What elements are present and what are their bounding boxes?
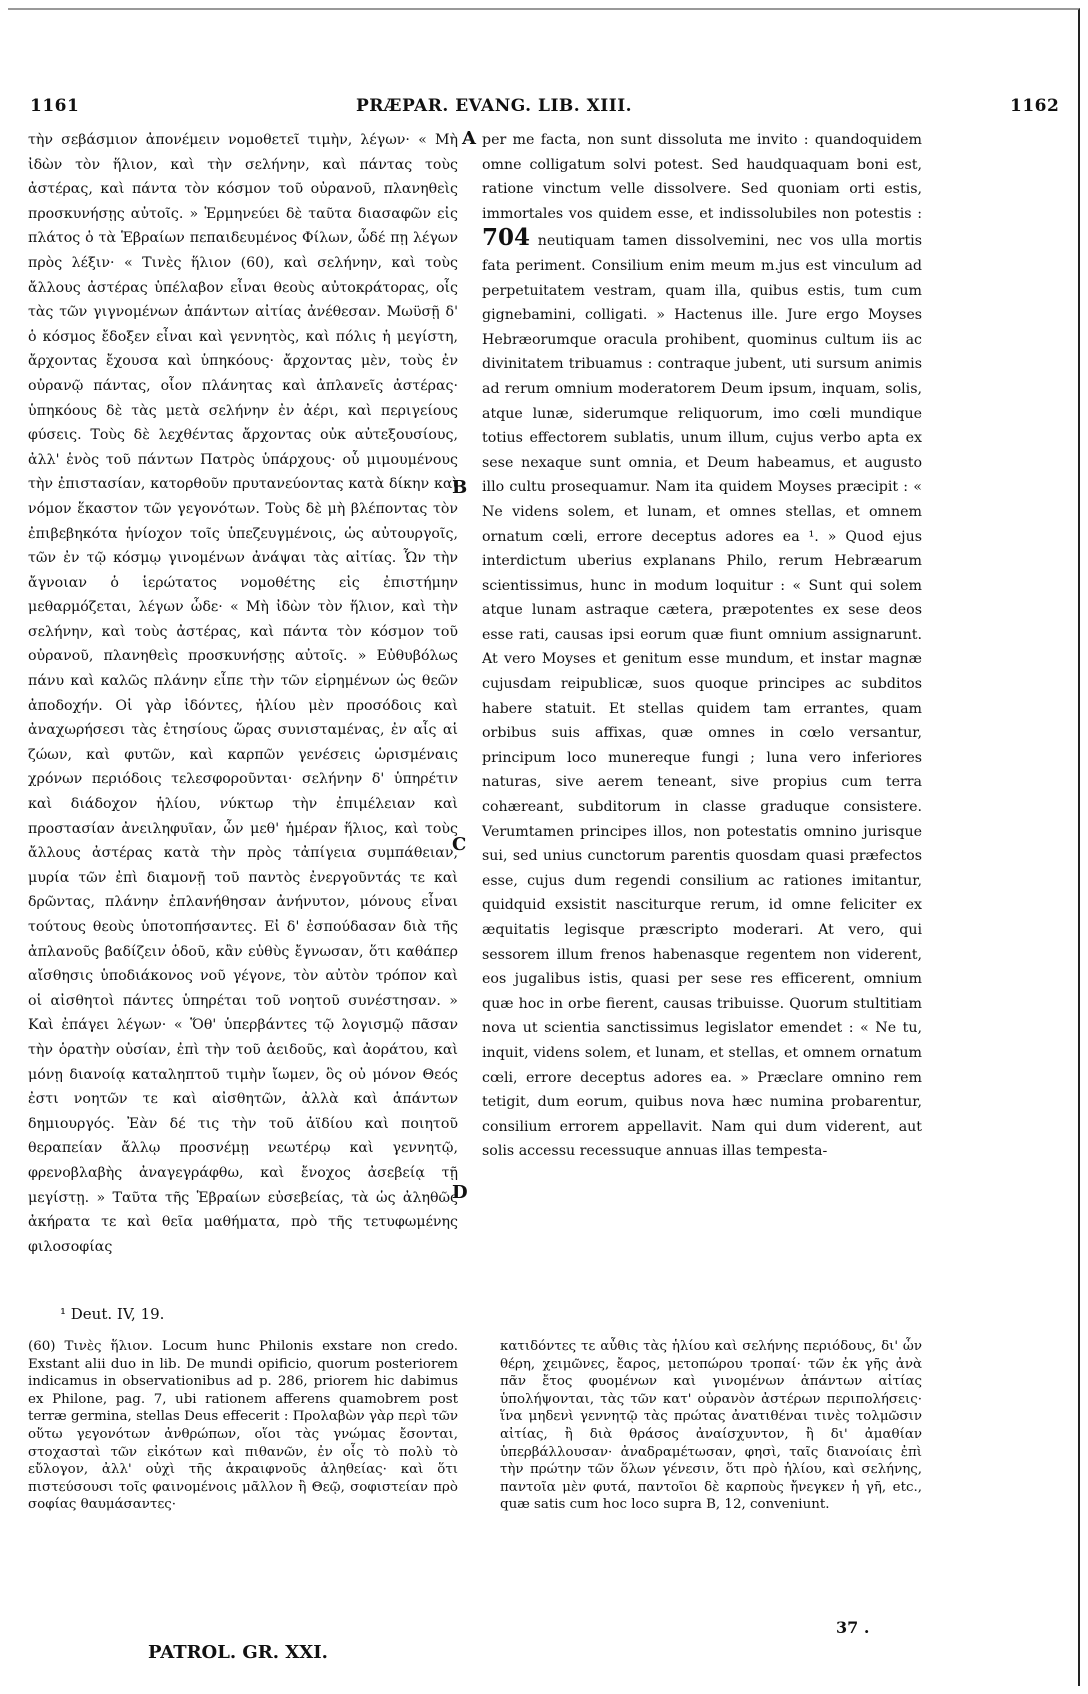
margin-marker-a: A xyxy=(462,128,476,149)
latin-column xyxy=(482,128,922,1164)
page-number-right: 1162 xyxy=(1010,96,1060,116)
greek-column xyxy=(28,128,458,1259)
note-right: κατιδόντες τε αὖθις τὰς ἡλίου καὶ σελήνης περιόδους, δι' ὧν θέρη, χειμῶνες, ἔαρος, μετοπώρου τροπαί· τῶν ἐκ γῆς ἀνὰ πᾶν ἔτος φυομένων καὶ γινομένων ἁπάντων αἰτίας ὑπολήψονται, τὰς τῶν κατ' οὐρανὸν ἀστέρων περιπολήσεις· ἵνα μηδενὶ γεννητῷ τὰς πρώτας ἀνατιθέναι τινὲς τολμῶσιν αἰτίας, ἢ διὰ θράσος ἀναίσχυντον, ἢ δι' ἀμαθίαν ὑπερβάλλουσαν· ἀναδραμέτωσαν, φησὶ, ταῖς διανοίαις ἐπὶ τὴν πρώτην τῶν ὅλων γένεσιν, ὅτι πρὸ ἡλίου, καὶ σελήνης, παντοῖα μὲν φυτά, παντοῖοι δὲ καρποὺς ἤνεγκεν ἡ γῆ, etc., quæ satis cum hoc loco supra B, 12, conveniunt. xyxy=(500,1339,922,1513)
note-left: (60) Τινὲς ἥλιον. Locum hunc Philonis exstare non credo. Exstant alii duo in lib. De mundi opificio, quorum posteriorem indicamus in observationibus ad p. 286, priorem hic dabimus ex Philone, pag. 7, ubi rationem afferens quamobrem post terræ germina, stellas Deus effecerit : Προλαβὼν γὰρ περὶ τῶν οὕτω γεγονότων ἀνθρώπων, οἵοι τὰς γνώμας ἔσονται, στοχασταὶ τῶν εἰκότων καὶ πιθανῶν, ἐν οἷς τὸ πολὺ τὸ εὔλογον, ἀλλ' οὐχὶ τῆς ἀκραιφνοῦς ἀληθείας· καὶ ὅτι πιστεύσουσι τοῖς φαινομένοις μᾶλλον ἢ Θεῷ, σοφιστείαν πρὸ σοφίας θαυμάσαντες· xyxy=(28,1339,458,1513)
margin-marker-d: D xyxy=(452,1182,468,1203)
column-number: 704 xyxy=(482,224,531,252)
latin-text xyxy=(482,128,922,1164)
greek-text: τὴν σεβάσμιον ἀπονέμειν νομοθετεῖ τιμὴν, λέγων· « Μὴ ἰδὼν τὸν ἥλιον, καὶ τὴν σελήνην, καὶ πάντας τοὺς ἀστέρας, καὶ πάντα τὸν κόσμον τοῦ οὐρανοῦ, πλανηθεὶς προσκυνήσῃς αὐτοῖς. » Ἑρμηνεύει δὲ ταῦτα διασαφῶν εἰς πλάτος ὁ τὰ Ἑβραίων πεπαιδευμένος Φίλων, ὧδέ πῃ λέγων πρὸς λέξιν· « Τινὲς ἥλιον (60), καὶ σελήνην, καὶ τοὺς ἄλλους ἀστέρας ὑπέλαβον εἶναι θεοὺς αὐτοκράτορας, οἷς τὰς τῶν γιγνομένων ἁπάντων αἰτίας ἀνέθεσαν. Μωϋσῇ δ' ὁ κόσμος ἔδοξεν εἶναι καὶ γεννητὸς, καὶ πόλις ἡ μεγίστη, ἄρχοντας ἔχουσα καὶ ὑπηκόους· ἄρχοντας μὲν, τοὺς ἐν οὐρανῷ πάντας, οἷον πλάνητας καὶ ἀπλανεῖς ἀστέρας· ὑπηκόους δὲ τὰς μετὰ σελήνην ἐν ἀέρι, καὶ περιγείους φύσεις. Τοὺς δὲ λεχθέντας ἄρχοντας οὐκ αὐτεξουσίους, ἀλλ' ἑνὸς τοῦ πάντων Πατρὸς ὑπάρχους· οὗ μιμουμένους τὴν ἐπιστασίαν, κατορθοῦν πρυτανεύοντας κατὰ δίκην καὶ νόμον ἕκαστον τῶν γεγονότων. Τοὺς δὲ μὴ βλέποντας τὸν ἐπιβεβηκότα ἡνίοχον τοῖς ὑπεζευγμένοις, ὡς αὐτουργοῖς, τῶν ἐν τῷ κόσμῳ γινομένων ἀνάψαι τὰς αἰτίας. Ὧν τὴν ἄγνοιαν ὁ ἱερώτατος νομοθέτης εἰς ἐπιστήμην μεθαρμόζεται, λέγων ὧδε· « Μὴ ἰδὼν τὸν ἥλιον, καὶ τὴν σελήνην, καὶ τοὺς ἀστέρας, καὶ πάντα τὸν κόσμον τοῦ οὐρανοῦ, πλανηθεὶς προσκυνήσῃς αὐτοῖς. » Εὐθυβόλως πάνυ καὶ καλῶς πλάνην εἶπε τὴν τῶν εἰρημένων ὡς θεῶν ἀποδοχήν. Οἱ γὰρ ἰδόντες, ἡλίου μὲν προσόδοις καὶ ἀναχωρήσεσι τὰς ἐτησίους ὥρας συνισταμένας, ἐν αἷς αἱ ζώων, καὶ φυτῶν, καὶ καρπῶν γενέσεις ὡρισμέναις χρόνων περιόδοις τελεσφοροῦνται· σελήνην δ' ὑπηρέτιν καὶ διάδοχον ἡλίου, νύκτωρ τὴν ἐπιμέλειαν καὶ προστασίαν ἀνειληφυῖαν, ὧν μεθ' ἡμέραν ἥλιος, καὶ τοὺς ἄλλους ἀστέρας κατὰ τὴν πρὸς τἀπίγεια συμπάθειαν, μυρία τῶν ἐπὶ διαμονῇ τοῦ παντὸς ἐνεργοῦντάς τε καὶ δρῶντας, πλάνην ἐπλανήθησαν ἀνήνυτον, μόνους εἶναι τούτους θεοὺς ὑποτοπήσαντες. Εἰ δ' ἐσπούδασαν διὰ τῆς ἀπλανοῦς βαδίζειν ὁδοῦ, κἂν εὐθὺς ἔγνωσαν, ὅτι καθάπερ αἴσθησις ὑποδιάκονος νοῦ γέγονε, τὸν αὐτὸν τρόπον καὶ οἱ αἰσθητοὶ πάντες ὑπηρέται τοῦ νοητοῦ συνέστησαν. » Καὶ ἐπάγει λέγων· « Ὅθ' ὑπερβάντες τῷ λογισμῷ πᾶσαν τὴν ὁρατὴν οὐσίαν, ἐπὶ τὴν τοῦ ἀειδοῦς, καὶ ἀοράτου, καὶ μόνῃ διανοίᾳ καταληπτοῦ τιμὴν ἴωμεν, ὃς οὐ μόνον Θεός ἐστι νοητῶν τε καὶ αἰσθητῶν, ἀλλὰ καὶ ἁπάντων δημιουργός. Ἐὰν δέ τις τὴν τοῦ ἀϊδίου καὶ ποιητοῦ θεραπείαν ἄλλῳ προσνέμῃ νεωτέρῳ καὶ γεννητῷ, φρενοβλαβὴς ἀναγεγράφθω, καὶ ἔνοχος ἀσεβείᾳ τῇ μεγίστῃ. » Ταῦτα τῆς Ἑβραίων εὐσεβείας, τὰ ὡς ἀληθῶς ἀκήρατα τε καὶ θεῖα μαθήματα, πρὸ τῆς τετυφωμένης φιλοσοφίας xyxy=(28,132,458,1255)
page-number-left: 1161 xyxy=(30,96,80,116)
footnote-reference: ¹ Deut. IV, 19. xyxy=(60,1305,165,1323)
latin-text-part1: per me facta, non sunt dissoluta me invito : quandoquidem omne colligatum solvi potest. Sed haudquaquam boni est, ratione vinctum velle dissolvere. Sed quoniam orti estis, immortales vos quidem esse, et indissolubiles non potestis : xyxy=(482,132,922,222)
running-title: PRÆPAR. EVANG. LIB. XIII. xyxy=(356,96,633,116)
margin-marker-c: C xyxy=(452,834,467,855)
latin-text-part2: neutiquam tamen dissolvemini, nec vos ulla mortis fata periment. Consilium enim meum m.jus est vinculum ad perpetuitatem vestram, quam illa, quibus estis, tum cum gignebamini, colligati. » Hactenus ille. Jure ergo Moyses Hebræorumque oracula prohibent, quominus cultum iis ac divinitatem tribuamus : contraque jubent, uti sursum animis ad rerum omnium moderatorem Deum ipsum, inquam, solis, atque lunæ, siderumque reliquorum, imo cœli mundique totius effectorem sublatis, unum illum, cujus verbo apta ex sese nexaque sunt omnia, et Deum habeamus, et augusto illo cultu prosequamur. Nam ita quidem Moyses præcipit : « Ne videns solem, et lunam, et omnes stellas, et omnem ornatum cœli, errore deceptus adores ea ¹. » Quod ejus interdictum uberius explanans Philo, rerum Hebræarum scientissimus, hunc in modum loquitur : « Sunt qui solem atque lunam astraque cætera, præpotentes ex sese deos esse rati, causas ipsi eorum quæ fiunt omnium assignarunt. At vero Moyses et genitum esse mundum, et instar magnæ cujusdam reipublicæ, suos quoque principes ac subditos habere statuit. Et stellas quidem tam errantes, quam orbibus suis affixas, quæ omnes in cœlo versantur, principum loco munereque fungi ; luna vero inferiores naturas, sive aerem teneant, sive propius cum terra cohæreant, subditorum in classe graduque consistere. Verumtamen principes illos, non potestatis omnino jurisque sui, sed unius cunctorum parentis quosdam quasi præfectos esse, cujus dum regendi consilium ac rationes imitantur, quidquid exsistit nasciturque rerum, id omne feliciter ex æquitatis legisque præscripto moderari. At vero, qui sessorem illum frenos habenasque regentem non viderent, eos jugalibus istis, quasi per sese res efficerent, omnium quæ hoc in orbe fierent, causas tribuisse. Quorum stultitiam nova ut scientia sanctissimus legislator emendet : « Ne tu, inquit, videns solem, et lunam, et stellas, et omnem ornatum cœli, errore deceptus adores ea. » Præclare omnino rem tetigit, dum eorum, quibus nova hæc numina probarentur, consilium errorem appellavit. Nam qui dum viderent, aut solis accessu recessuque annuas illas tempesta- xyxy=(482,233,922,1160)
page-count: 37 . xyxy=(836,1618,870,1637)
margin-marker-b: B xyxy=(452,477,468,498)
signature: PATROL. GR. XXI. xyxy=(148,1642,328,1663)
